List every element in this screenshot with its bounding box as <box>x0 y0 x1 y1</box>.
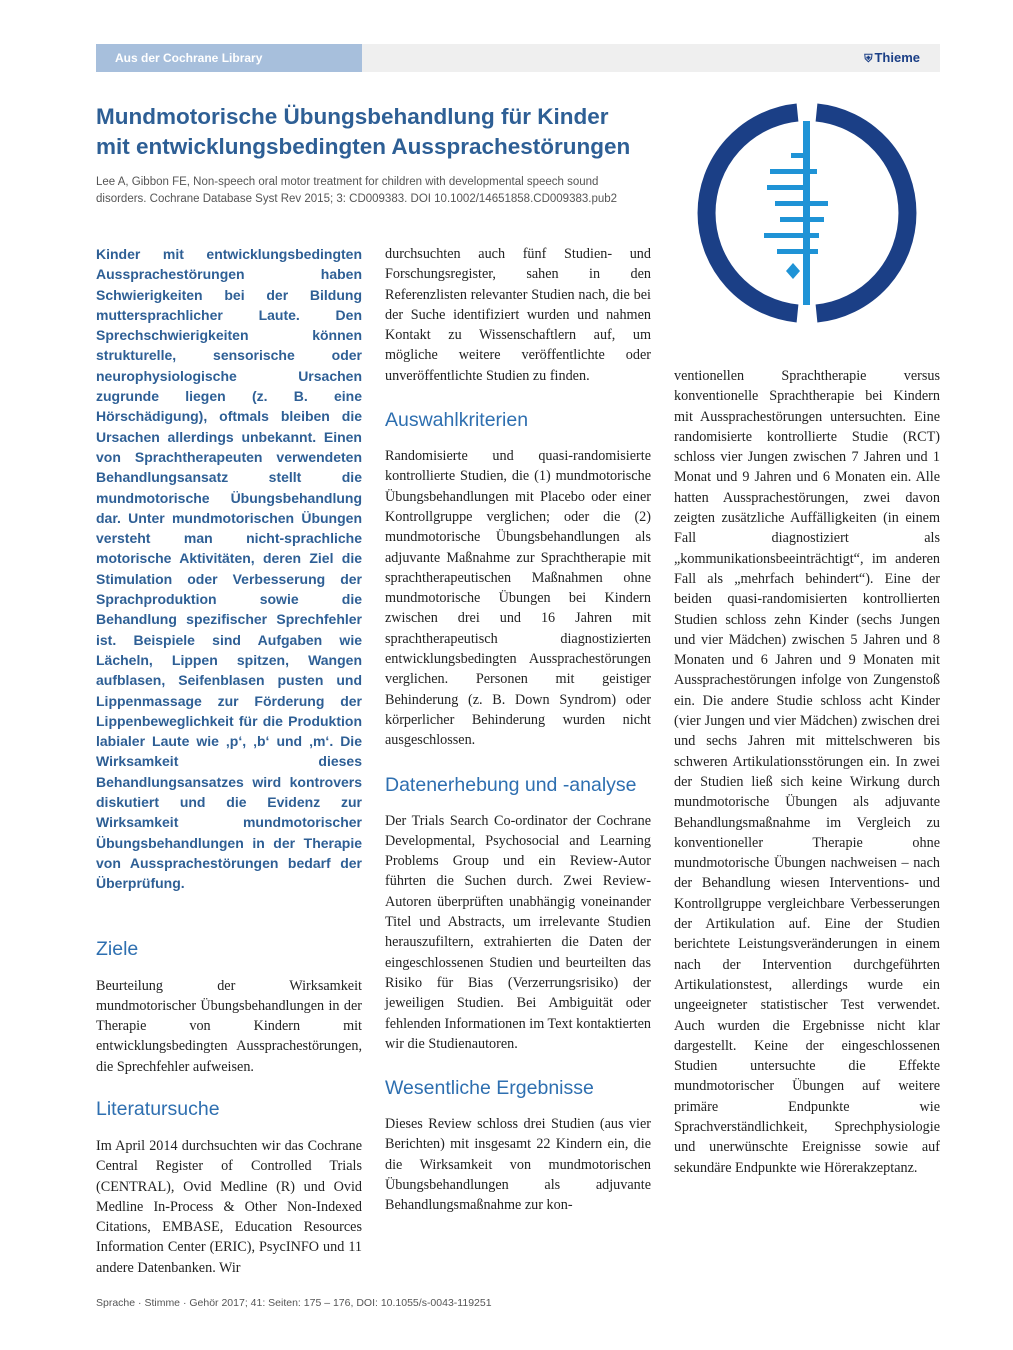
datenerhebung-text: Der Trials Search Co-ordinator der Cochrane Developmental, Psychosocial and Learning Problems Group und ein Review-Autor führten die Suchen durch. Zwei Review-Autoren überprüften unabhängig voneinander Titel und Abstracts, um irrelevante Studien herauszufiltern, extrahierten die Daten der eingeschlossenen Studien und beurteilten das Risiko für Bias (Verzerrungsrisiko) der jeweiligen Studien. Bei Ambiguität oder fehlenden Informationen im Text kontaktierten wir die Studienautoren. <box>385 812 651 1052</box>
ergebnisse-text-continued: ventionellen Sprachtherapie versus konventionelle Sprachtherapie bei Kindern mit Aussprachestörungen untersuchten. Eine randomisierte kontrollierte Studie (RCT) schloss vier Jungen zwischen 7 Jahren und 1 Monat und 9 Jahren und 6 Monaten ein. Alle hatten Aussprachestörungen, zwei davon zeigten zusätzliche Auffälligkeiten (in einem Fall diagnostiziert als „kommunikationsbeeinträchtigt“, im anderen Fall als „mehrfach behindert“). Eine der beiden quasi-randomisierten kontrollierten Studien schloss zehn Kinder (sechs Jungen und vier Mädchen) zwischen 5 Jahren und 8 Monaten und 6 Jahren und 9 Monaten mit Aussprachestörungen infolge von Zungenstoß ein. Die andere Studie schloss acht Kinder (vier Jungen und vier Mädchen) zwischen drei und sechs Jahren mit mittelschweren bis schweren Artikulationsstörungen ein. In zwei der Studien ließ sich keine Wirkung durch mundmotorische Übungen als adjuvante Behandlungsmaßnahme im Vergleich zu konventioneller Therapie ohne mundmotorische Übungen nachweisen – nach der Behandlung wiesen Interventions- und Kontrollgruppe vergleichbare Verbesserungen der Artikulation auf. Eine der Studien berichtete Leistungsveränderungen in einem nach der Intervention durchgeführten Artikulationstest, allerdings wurde ein ungeeigneter statistischer Test verwendet. Auch wurden die Ergebnisse nicht klar dargestellt. Keine der eingeschlossenen Studien untersuchte die Effekte mundmotorischer Übungen auf weitere primäre Endpunkte wie Sprachverständlichkeit, Sprechphysiologie und unerwünschte Ereignisse sowie auf sekundäre Endpunkte wie Hörerakzeptanz. <box>674 368 940 1176</box>
page-footer: Sprache · Stimme · Gehör 2017; 41: Seiten: 175 – 176, DOI: 10.1055/s-0043-119251 <box>96 1297 492 1309</box>
heading-auswahlkriterien: Auswahlkriterien <box>385 409 529 432</box>
citation-line-2: disorders. Cochrane Database Syst Rev 2015; 3: CD009383. DOI 10.1002/14651858.CD009383.pub2 <box>96 193 618 205</box>
literatursuche-text: Im April 2014 durchsuchten wir das Cochrane Central Register of Controlled Trials (CENTRAL), Ovid Medline (R) und Ovid Medline In-Process & Other Non-Indexed Citations, EMBASE, Education Resources Information Center (ERIC), PsycINFO und 11 andere Datenbanken. Wir <box>96 1137 362 1276</box>
citation-line-1: Lee A, Gibbon FE, Non-speech oral motor treatment for children with developmental speech sound <box>96 176 599 188</box>
heading-literatursuche: Literatursuche <box>96 1097 220 1120</box>
column-2 <box>385 244 651 1216</box>
heading-ergebnisse: Wesentliche Ergebnisse <box>385 1077 594 1100</box>
column-1 <box>96 244 362 1278</box>
publisher-logo <box>864 44 920 72</box>
title-line-1: Mundmotorische Übungsbehandlung für Kinder <box>96 104 609 129</box>
ergebnisse-text: Dieses Review schloss drei Studien (aus vier Berichten) mit insgesamt 22 Kindern ein, die die Wirksamkeit von mundmotorischen Übungsbehandlungen als adjuvante Behandlungsmaßnahme zur kon- <box>385 1116 651 1214</box>
lead-paragraph: Kinder mit entwicklungsbedingten Aussprachestörungen haben Schwierigkeiten bei der Bildung muttersprachlicher Laute. Den Sprechschwierigkeiten können strukturelle, sensorische oder neurophysiologische Ursachen zugrunde liegen (z. B. eine Hörschädigung), oftmals bleiben die Ursachen allerdings unbekannt. Einen von Sprachtherapeuten verwendeten Behandlungsansatz stellt die mundmotorische Übungsbehandlung dar. Unter mundmotorischen Übungen versteht man nicht-sprachliche motorische Aktivitäten, deren Ziel die Stimulation oder Verbesserung der Sprachproduktion sowie die Behandlung spezifischer Sprechfehler ist. Beispiele sind Aufgaben wie Lächeln, Lippen spitzen, Wangen aufblasen, Seifenblasen pusten und Lippenmassage zur Förderung der Lippenbeweglichkeit für die Produktion labialer Laute wie ‚p‘, ‚b‘ und ‚m‘. Die Wirksamkeit dieses Behandlungsansatzes wird kontrovers diskutiert und die Evidenz zur Wirksamkeit mundmotorischer Übungsbehandlungen in der Therapie von Aussprachestörungen bedarf der Überprüfung. <box>96 246 362 892</box>
heading-ziele: Ziele <box>96 937 139 960</box>
cochrane-logo-axis <box>803 121 810 305</box>
cochrane-logo-right-arc <box>817 113 908 314</box>
publisher-name: Thieme <box>874 50 920 65</box>
column-3 <box>674 366 940 1178</box>
heading-datenerhebung: Datenerhebung und -analyse <box>385 773 637 796</box>
header-bar <box>96 44 940 72</box>
citation <box>96 174 666 208</box>
auswahlkriterien-text: Randomisierte und quasi-randomisierte kontrollierte Studien, die (1) mundmotorische Übungsbehandlungen mit Placebo oder einer Kontrollgruppe verglichen; oder die (2) mundmotorische Übungsbehandlungen als adjuvante Maßnahme zur Sprachtherapie mit sprachtherapeutischen Maßnahmen ohne mundmotorische Übungen bei Kindern zwischen drei und 16 Jahren mit sprachtherapeutisch diagnostizierten entwicklungsbedingten Aussprachestörungen verglichen. Personen mit geistiger Behinderung (z. B. Down Syndrom) oder körperlicher Behinderung wurden nicht ausgeschlossen. <box>385 448 651 749</box>
cochrane-logo <box>697 103 917 323</box>
title-line-2: mit entwicklungsbedingten Aussprachestörungen <box>96 134 631 159</box>
cochrane-logo-estimates <box>764 153 828 279</box>
thieme-shield-icon: ⛨ <box>864 53 873 65</box>
cochrane-logo-left-arc <box>707 113 798 314</box>
literatursuche-text-continued: durchsuchten auch fünf Studien- und Forschungsregister, sahen in den Referenzlisten relevanter Studien nach, die bei der Suche identifiziert wurden und nahmen Kontakt zu Wissenschaftlern auf, um mögliche weitere veröffentlichte oder unveröffentlichte Studien zu finden. <box>385 246 651 384</box>
ziele-text: Beurteilung der Wirksamkeit mundmotorischer Übungsbehandlungen in der Therapie von Kindern mit entwicklungsbedingten Aussprachestörungen, die Sprechfehler aufweisen. <box>96 977 362 1075</box>
article-title <box>96 102 716 162</box>
section-label: Aus der Cochrane Library <box>96 44 362 72</box>
